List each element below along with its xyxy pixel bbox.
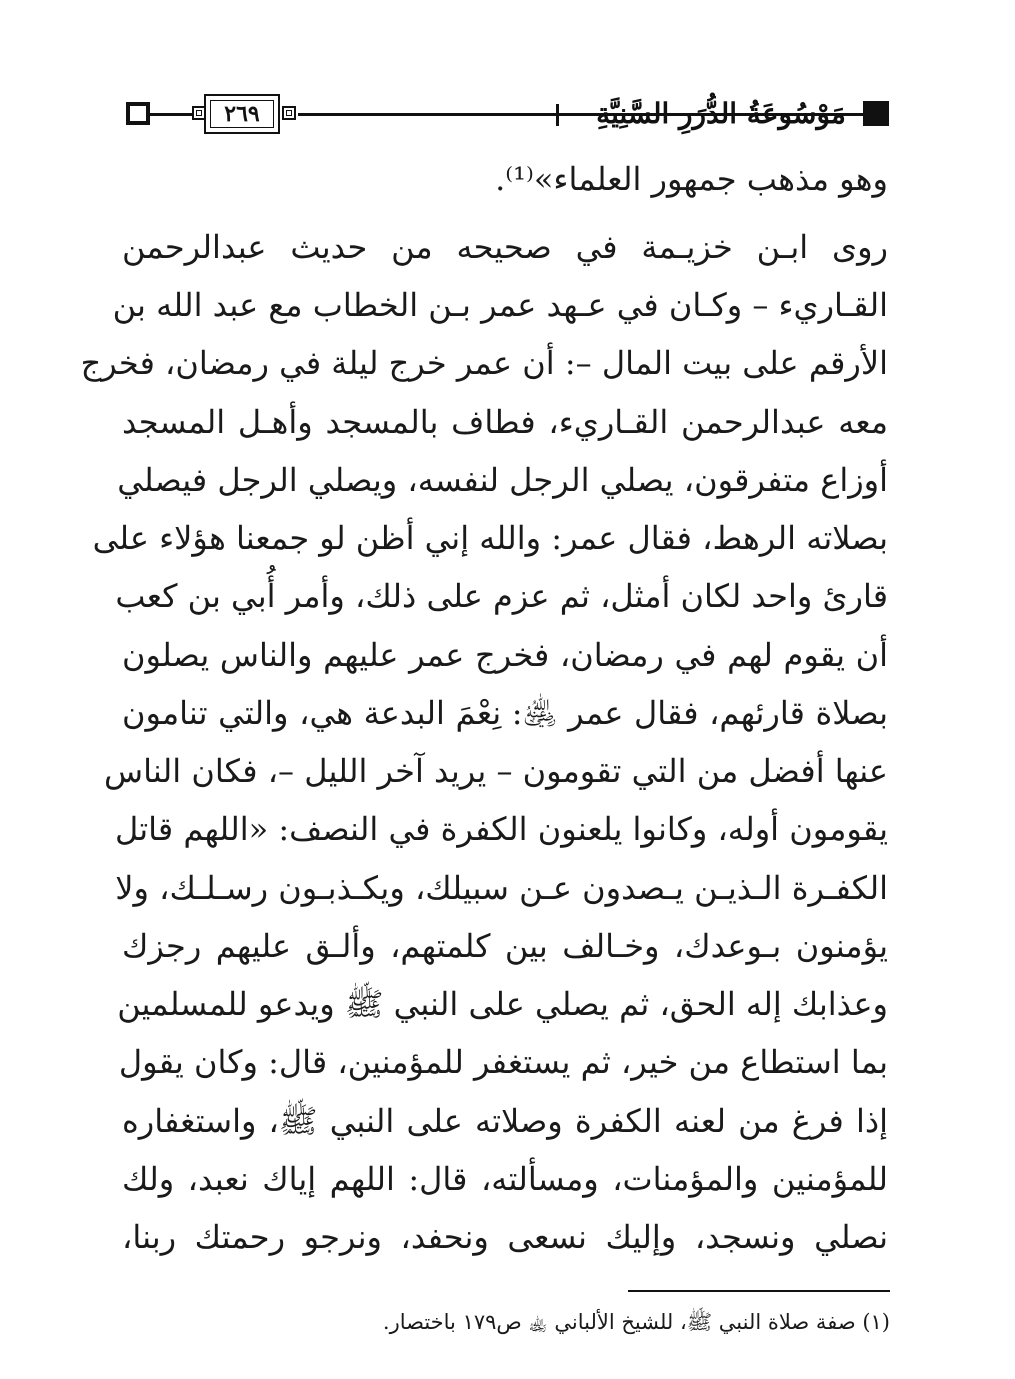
text-line-15: يؤمنون بـوعدك، وخـالف بين كلمتهم، وألـق عليهم رجزك xyxy=(122,927,889,965)
text-line-17: بما استطاع من خير، ثم يستغفر للمؤمنين، قال: وكان يقول xyxy=(118,1043,888,1081)
header-ornament-square-right xyxy=(863,101,889,126)
header-rule-left xyxy=(150,113,192,116)
text-line-18: إذا فرغ من لعنه الكفرة وصلاته على النبي ﷺ، واستغفاره xyxy=(122,1102,888,1140)
header-knot-ornament-right xyxy=(282,106,296,120)
page-header xyxy=(0,0,1015,150)
page-number: ٢٦٩ xyxy=(210,100,274,128)
text-line-13: يقومون أوله، وكانوا يلعنون الكفرة في النصف: «اللهم قاتل xyxy=(114,810,888,848)
text-line-11: بصلاة قارئهم، فقال عمر ﵁: نِعْمَ البدعة هي، والتي تنامون xyxy=(122,694,888,732)
text-line-14: الكفـرة الـذيـن يـصدون عـن سبيلك، ويكـذبـون رسـلـك، ولا xyxy=(115,869,888,907)
footnote-separator xyxy=(628,1290,890,1292)
text-line-6: معه عبدالرحمن القـاريء، فطاف بالمسجد وأهـل المسجد xyxy=(122,403,888,441)
text-line-3: روى ابـن خزيـمة في صحيحه من حديث عبدالرحمن xyxy=(122,228,888,266)
header-knot-ornament-left xyxy=(192,106,206,120)
text-line-7: أوزاع متفرقون، يصلي الرجل لنفسه، ويصلي الرجل فيصلي xyxy=(117,461,888,499)
text-line-4: القـاريء – وكـان في عـهد عمر بـن الخطاب مع عبد الله بن xyxy=(112,286,888,324)
text-line-8: بصلاته الرهط، فقال عمر: والله إني أظن لو جمعنا هؤلاء على xyxy=(92,519,888,557)
header-ornament-square-left xyxy=(126,102,150,125)
page-number-box xyxy=(204,94,280,134)
text-line-10: أن يقوم لهم في رمضان، فخرج عمر عليهم والناس يصلون xyxy=(122,636,888,674)
text-line-1: وهو مذهب جمهور العلماء»⁽¹⁾. xyxy=(495,160,888,198)
text-line-16: وعذابك إله الحق، ثم يصلي على النبي ﷺ ويدعو للمسلمين xyxy=(117,985,888,1023)
footnote-1: (١) صفة صلاة النبي ﷺ، للشيخ الألباني ﵀ ص١٧٩ باختصار. xyxy=(382,1310,890,1334)
book-title-logo: مَوْسُوعَةُ الدُّرَرِ السَّنِيَّةِ xyxy=(596,97,846,130)
text-line-19: للمؤمنين والمؤمنات، ومسألته، قال: اللهم إياك نعبد، ولك xyxy=(122,1160,888,1198)
text-line-9: قارئ واحد لكان أمثل، ثم عزم على ذلك، وأمر أُبي بن كعب xyxy=(115,577,888,615)
header-rule-middle xyxy=(298,113,586,116)
text-line-12: عنها أفضل من التي تقومون – يريد آخر الليل –، فكان الناس xyxy=(104,752,888,790)
text-line-20: نصلي ونسجد، وإليك نسعى ونحفد، ونرجو رحمتك ربنا، xyxy=(122,1218,888,1256)
text-line-5: الأرقم على بيت المال –: أن عمر خرج ليلة في رمضان، فخرج xyxy=(80,344,888,382)
